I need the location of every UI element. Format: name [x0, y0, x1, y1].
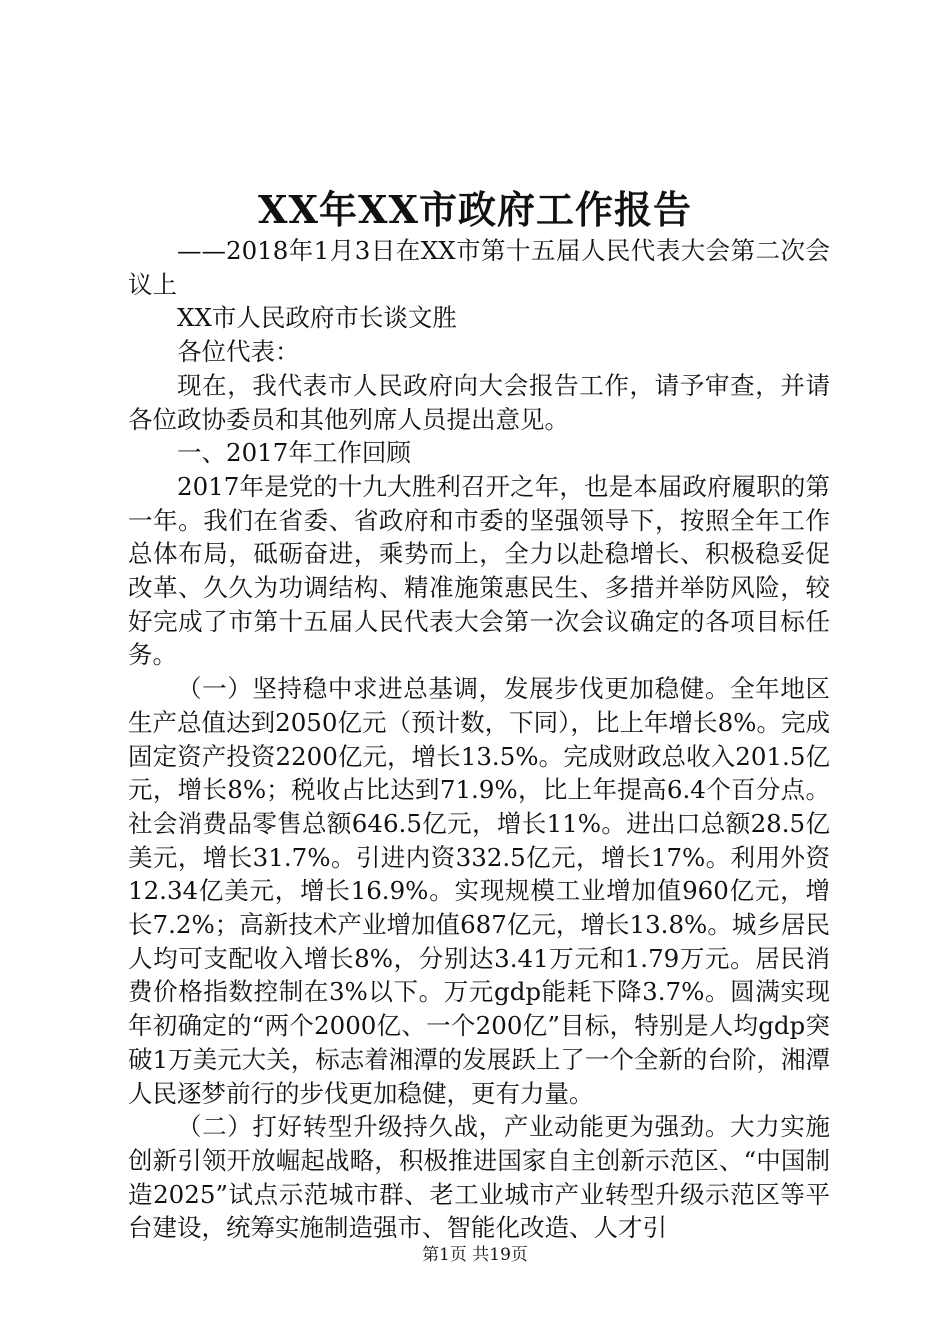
- body-paragraph: （一）坚持稳中求进总基调，发展步伐更加稳健。全年地区生产总值达到2050亿元（预计数，下同），比上年增长8%。完成固定资产投资2200亿元，增长13.5%。完成财政总收入201.5亿元，增长8%；税收占比达到71.9%，比上年提高6.4个百分点。社会消费品零售总额646.5亿元，增长11%。进出口总额28.5亿美元，增长31.7%。引进内资332.5亿元，增长17%。利用外资12.34亿美元，增长16.9%。实现规模工业增加值960亿元，增长7.2%；高新技术产业增加值687亿元，增长13.8%。城乡居民人均可支配收入增长8%，分别达3.41万元和1.79万元。居民消费价格指数控制在3%以下。万元gdp能耗下降3.7%。圆满实现年初确定的“两个2000亿、一个200亿”目标，特别是人均gdp突破1万美元大关，标志着湘潭的发展跃上了一个全新的台阶，湘潭人民逐梦前行的步伐更加稳健，更有力量。: [128, 674, 830, 1108]
- salutation: 各位代表：: [177, 337, 300, 367]
- document-title: XX年XX市政府工作报告: [258, 187, 692, 232]
- author-line: XX市人民政府市长谈文胜: [177, 303, 457, 333]
- subtitle-paragraph: ——2018年1月3日在XX市第十五届人民代表大会第二次会议上: [128, 236, 830, 299]
- page-number-footer: 第1页 共19页: [422, 1245, 528, 1265]
- section-heading: 一、2017年工作回顾: [177, 438, 411, 468]
- intro-paragraph: 现在，我代表市人民政府向大会报告工作，请予审查，并请各位政协委员和其他列席人员提出意见。: [128, 370, 830, 434]
- body-paragraph: 2017年是党的十九大胜利召开之年，也是本届政府履职的第一年。我们在省委、省政府和市委的坚强领导下，按照全年工作总体布局，砥砺奋进，乘势而上，全力以赴稳增长、积极稳妥促改革、久久为功调结构、精准施策惠民生、多措并举防风险，较好完成了市第十五届人民代表大会第一次会议确定的各项目标任务。: [128, 471, 830, 670]
- document-body: [128, 234, 830, 1245]
- body-paragraph: （二）打好转型升级持久战，产业动能更为强劲。大力实施创新引领开放崛起战略，积极推进国家自主创新示范区、“中国制造2025”试点示范城市群、老工业城市产业转型升级示范区等平台建设，统筹实施制造强市、智能化改造、人才引: [128, 1112, 830, 1243]
